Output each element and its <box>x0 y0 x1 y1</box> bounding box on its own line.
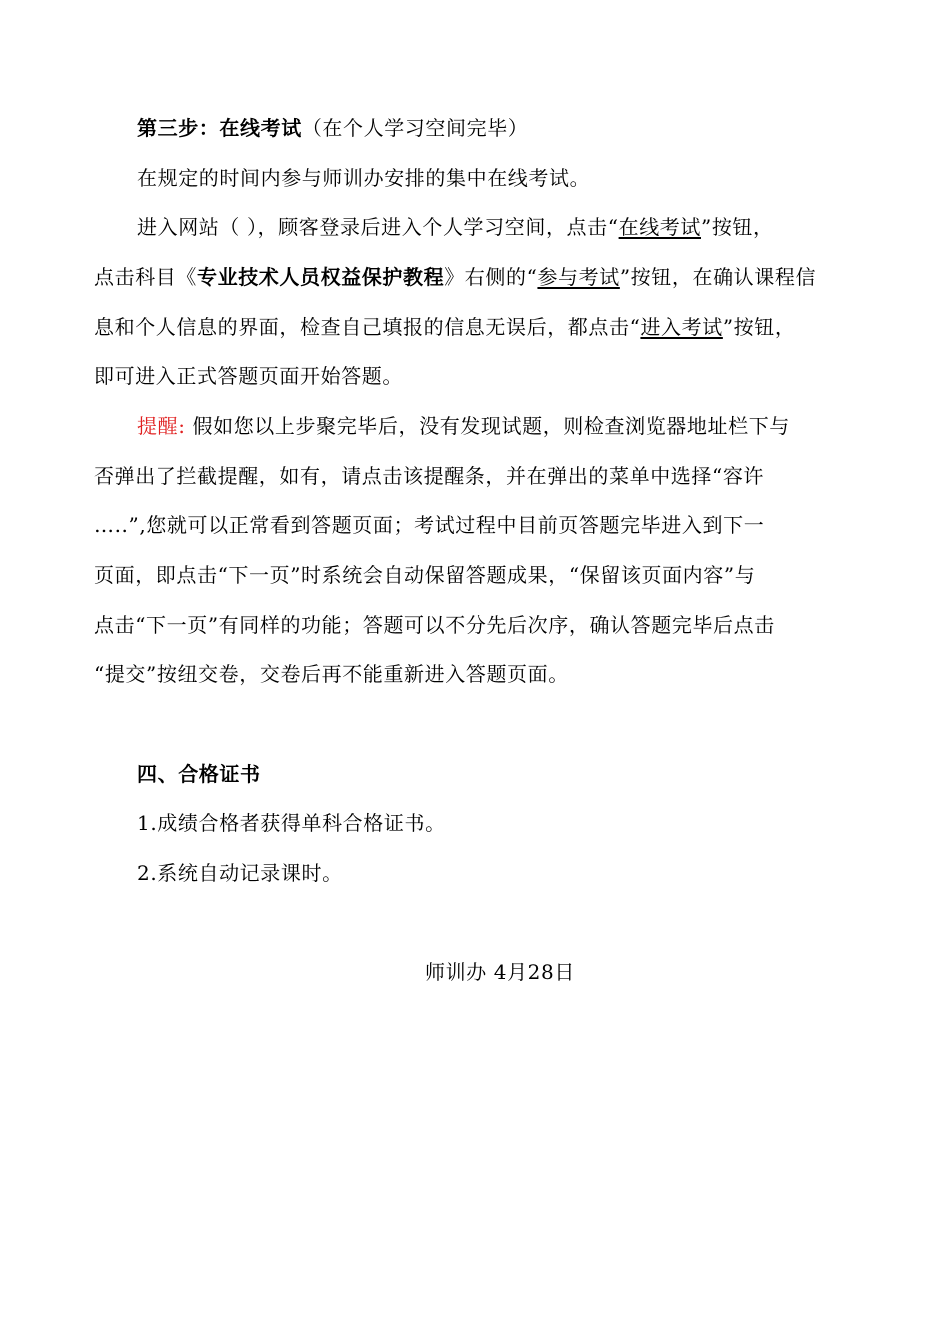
step3-heading-note: （在个人学习空间完毕） <box>301 116 529 140</box>
text-segment: ”按钮， <box>701 215 774 239</box>
course-title: 专业技术人员权益保护教程 <box>197 265 445 289</box>
section4-item2: 2.系统自动记录课时。 <box>137 861 343 885</box>
text-segment: 点击科目《 <box>94 265 197 289</box>
step3-heading-line <box>137 114 864 142</box>
reminder-line1 <box>137 412 864 440</box>
online-exam-link: 在线考试 <box>618 215 701 239</box>
enter-exam-link: 进入考试 <box>640 315 723 339</box>
step3-p1-line1 <box>137 213 864 241</box>
step3-heading: 第三步：在线考试 <box>137 116 302 140</box>
step3-p1-line2 <box>94 263 864 291</box>
reminder-label: 提醒: <box>137 414 186 438</box>
step3-p1-line4: 即可进入正式答题页面开始答题。 <box>94 364 403 388</box>
signature: 师训办 4月28日 <box>425 960 575 984</box>
reminder-line4: 页面，即点击“下一页”时系统会自动保留答题成果，“保留该页面内容”与 <box>94 563 756 587</box>
text-segment: 假如您以上步聚完毕后，没有发现试题，则检查浏览器地址栏下与 <box>185 414 790 438</box>
section4-item1: 1.成绩合格者获得单科合格证书。 <box>137 811 446 835</box>
text-segment: 息和个人信息的界面，检查自己填报的信息无误后，都点击“ <box>94 315 641 339</box>
step3-intro: 在规定的时间内参与师训办安排的集中在线考试。 <box>137 166 591 190</box>
text-segment: ”按钮，在确认课程信 <box>619 265 817 289</box>
section4-heading: 四、合格证书 <box>137 762 261 786</box>
step3-p1-line3 <box>94 313 864 341</box>
join-exam-link: 参与考试 <box>537 265 620 289</box>
reminder-line3: …..”,您就可以正常看到答题页面；考试过程中目前页答题完毕进入到下一 <box>94 513 765 537</box>
text-segment: 》右侧的“ <box>444 265 538 289</box>
text-segment: ”按钮， <box>722 315 796 339</box>
reminder-line2: 否弹出了拦截提醒，如有，请点击该提醒条，并在弹出的菜单中选择“容许 <box>94 464 765 488</box>
reminder-line6: “提交”按纽交卷，交卷后再不能重新进入答题页面。 <box>94 662 569 686</box>
reminder-line5: 点击“下一页”有同样的功能；答题可以不分先后次序，确认答题完毕后点击 <box>94 613 775 637</box>
text-segment: 进入网站（ ），顾客登录后进入个人学习空间，点击“ <box>137 215 619 239</box>
